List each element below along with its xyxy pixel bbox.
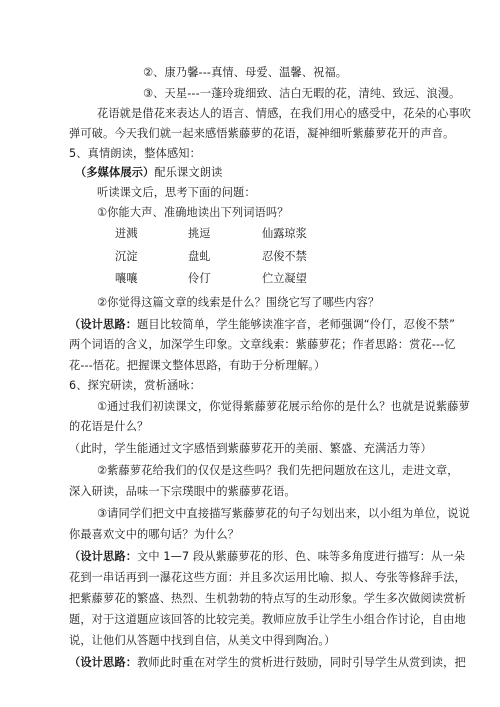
design-note-label: （设计思路： (69, 550, 138, 563)
vocab-word: 忍俊不禁 (262, 250, 307, 263)
note-students: （此时，学生能通过文字感悟到紫藤萝花开的美丽、繁盛、充满活力等） (69, 442, 432, 455)
design-note-label: （设计思路： (69, 318, 138, 331)
design-note-label: （设计思路： (69, 656, 138, 669)
vocab-word: 盘虬 (188, 250, 211, 263)
design-note-2-cont: 花到一串话再到一瀑花这些方面：并且多次运用比喻、拟人、夸张等修辞手法， (69, 571, 466, 584)
vocab-word: 挑逗 (188, 227, 211, 240)
paragraph-flower-language: 花语就是借花来表达人的语言、情感，在我们用心的感受中，花朵的心事吹 (97, 107, 472, 120)
multimedia-text: 配乐课文朗读 (154, 166, 223, 179)
design-note-text: 文中 1—7 段从紫藤萝花的形、色、味等多角度进行描写：从一朵 (137, 550, 466, 563)
multimedia-label: （多媒体展示） (75, 166, 155, 179)
design-note-text: 题目比较简单，学生能够读准字音，老师强调“伶仃，忍俊不禁” (137, 318, 456, 331)
design-note-1 (69, 318, 455, 332)
design-note-2-cont: 把紫藤萝花的繁盛、热烈、生机勃勃的特点写的生动形象。学生多次做阅读赏析 (69, 592, 466, 605)
multimedia-line (75, 166, 222, 180)
design-note-3 (69, 656, 466, 670)
design-note-text: 教师此时重在对学生的赏析进行鼓励，同时引导学生从赏到读，把 (137, 656, 466, 669)
flower-item-gypsophila: ③、天星---一蓬玲珑细致、洁白无暇的花，清纯、致远、浪漫。 (143, 87, 461, 100)
listening-task: 听读课文后，思考下面的问题： (97, 186, 256, 199)
vocab-word: 嚷嚷 (115, 272, 138, 285)
question-1: ①你能大声、准确地读出下列词语吗？ (97, 206, 289, 219)
design-note-2 (69, 550, 465, 564)
question-explore-1: ①通过我们初读课文，你觉得紫藤萝花展示给你的是什么？也就是说紫藤萝 (97, 400, 470, 413)
vocab-word: 伶仃 (188, 272, 211, 285)
section-heading-5: 5、真情朗读，整体感知： (69, 147, 201, 160)
question-explore-2-cont: 深入研读，品味一下宗璞眼中的紫藤萝花语。 (69, 485, 296, 498)
vocab-word: 迸溅 (115, 227, 138, 240)
design-note-1-cont: 花---悟花。把握课文整体思路，有助于分析理解。） (69, 359, 326, 372)
vocab-word: 沉淀 (115, 250, 138, 263)
design-note-2-cont: 题，对于这道题应该回答的比较完美。教师应放手让学生小组合作讨论，自由地 (69, 613, 466, 626)
question-2: ②你觉得这篇文章的线索是什么？围绕它写了哪些内容？ (97, 296, 380, 309)
question-explore-3-cont: 你最喜欢文中的哪句话？为什么？ (69, 528, 240, 541)
design-note-2-cont: 说，让他们从答题中找到自信，从美文中得到陶冶。） (69, 634, 336, 647)
paragraph-flower-language-cont: 弹可破。今天我们就一起来感悟紫藤萝的花语，凝神细听紫藤萝花开的声音。 (69, 127, 455, 140)
question-explore-1-cont: 的花语是什么？ (69, 420, 149, 433)
flower-item-carnation: ②、康乃馨---真情、母爱、温馨、祝福。 (143, 66, 348, 79)
question-explore-2: ②紫藤萝花给我们的仅仅是这些吗？我们先把问题放在这儿，走进文章， (97, 464, 459, 477)
vocab-word: 仙露琼浆 (262, 227, 307, 240)
question-explore-3: ③请同学们把文中直接描写紫藤萝花的句子勾划出来，以小组为单位，说说 (97, 507, 470, 520)
vocab-word: 伫立凝望 (262, 272, 307, 285)
design-note-1-cont: 两个词语的含义，加深学生印象。文章线索：紫藤萝花；作者思路：赏花---忆 (69, 338, 456, 351)
section-heading-6: 6、探究研读，赏析涵咏： (69, 379, 201, 392)
